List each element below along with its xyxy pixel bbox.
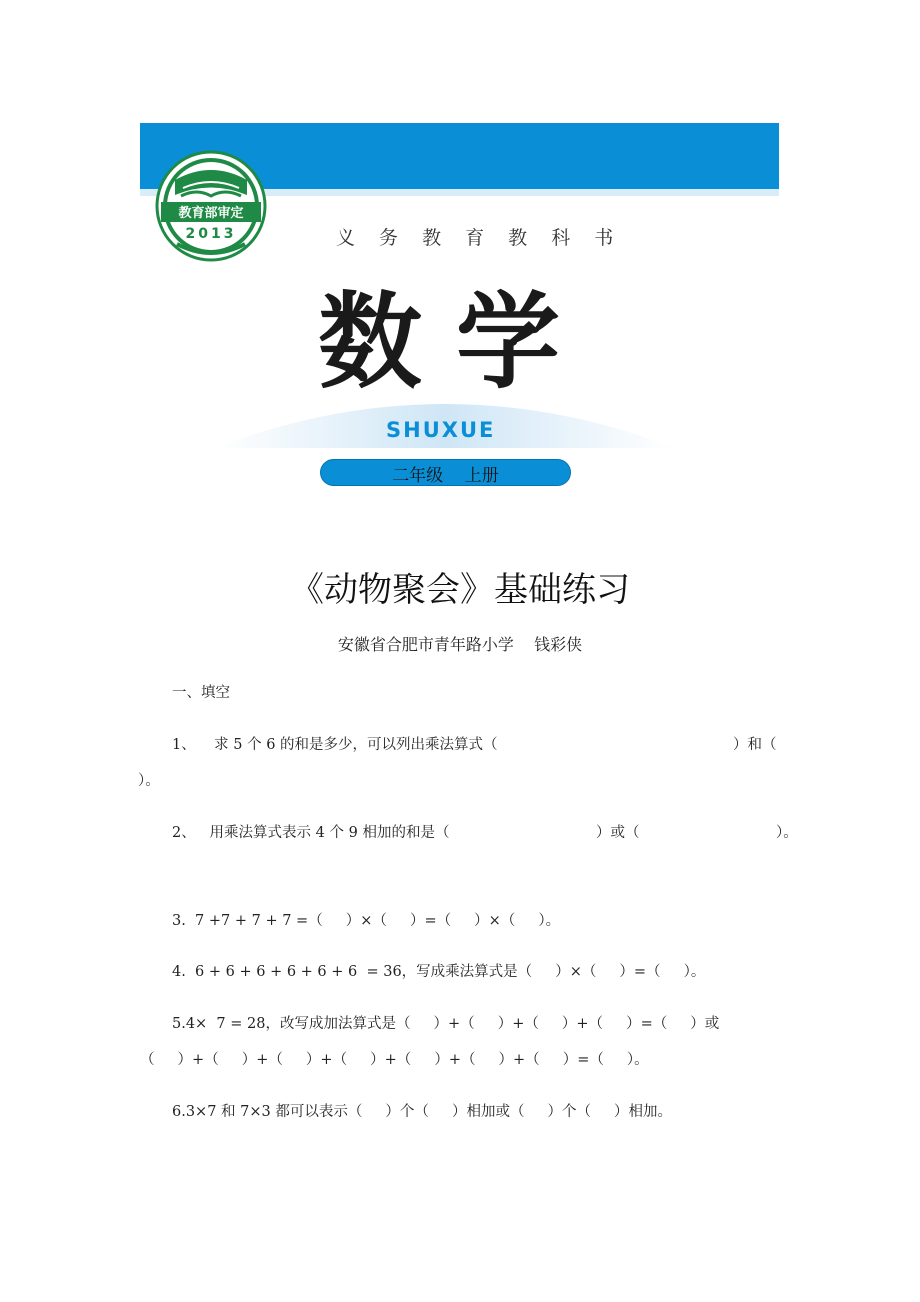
question-2-text: 2、 用乘法算式表示 4 个 9 相加的和是（ xyxy=(172,825,450,841)
grade-bar xyxy=(320,459,571,486)
question-2-or: ）或（ xyxy=(596,825,640,841)
seal-year: 2013 xyxy=(185,226,237,242)
question-4: 4. 6 + 6 + 6 + 6 + 6 + 6 = 36，写成乘法算式是（ ）×（ ）=（ ）。 xyxy=(172,964,706,980)
series-label: 义 务 教 育 教 科 书 xyxy=(336,227,623,249)
approval-seal xyxy=(155,150,267,262)
question-2-end: ）。 xyxy=(776,825,798,841)
seal-top-text: 教育部审定 xyxy=(178,206,244,221)
grade-label: 二年级 上册 xyxy=(392,466,499,486)
question-1-end: ）。 xyxy=(138,773,160,789)
section-heading: 一、填空 xyxy=(172,685,230,701)
question-5-line-2: （ ）+（ ）+（ ）+（ ）+（ ）+（ ）+（ ）=（ ）。 xyxy=(140,1052,649,1068)
question-1-text: 1、 求 5 个 6 的和是多少，可以列出乘法算式（ xyxy=(172,737,498,753)
question-3: 3. 7 +7 + 7 + 7 =（ ）×（ ）=（ ）×（ ）。 xyxy=(172,913,561,929)
question-1-and: ）和（ xyxy=(733,737,777,753)
question-6: 6.3×7 和 7×3 都可以表示（ ）个（ ）相加或（ ）个（ ）相加。 xyxy=(172,1104,673,1120)
subject-title: 数学 xyxy=(318,280,595,403)
question-5-line-1: 5.4× 7 = 28，改写成加法算式是（ ）+（ ）+（ ）+（ ）=（ ）或 xyxy=(172,1016,720,1032)
worksheet-title: 《动物聚会》基础练习 xyxy=(290,570,630,610)
subject-pinyin: SHUXUE xyxy=(386,418,496,442)
author-line: 安徽省合肥市青年路小学 钱彩侠 xyxy=(337,635,583,654)
